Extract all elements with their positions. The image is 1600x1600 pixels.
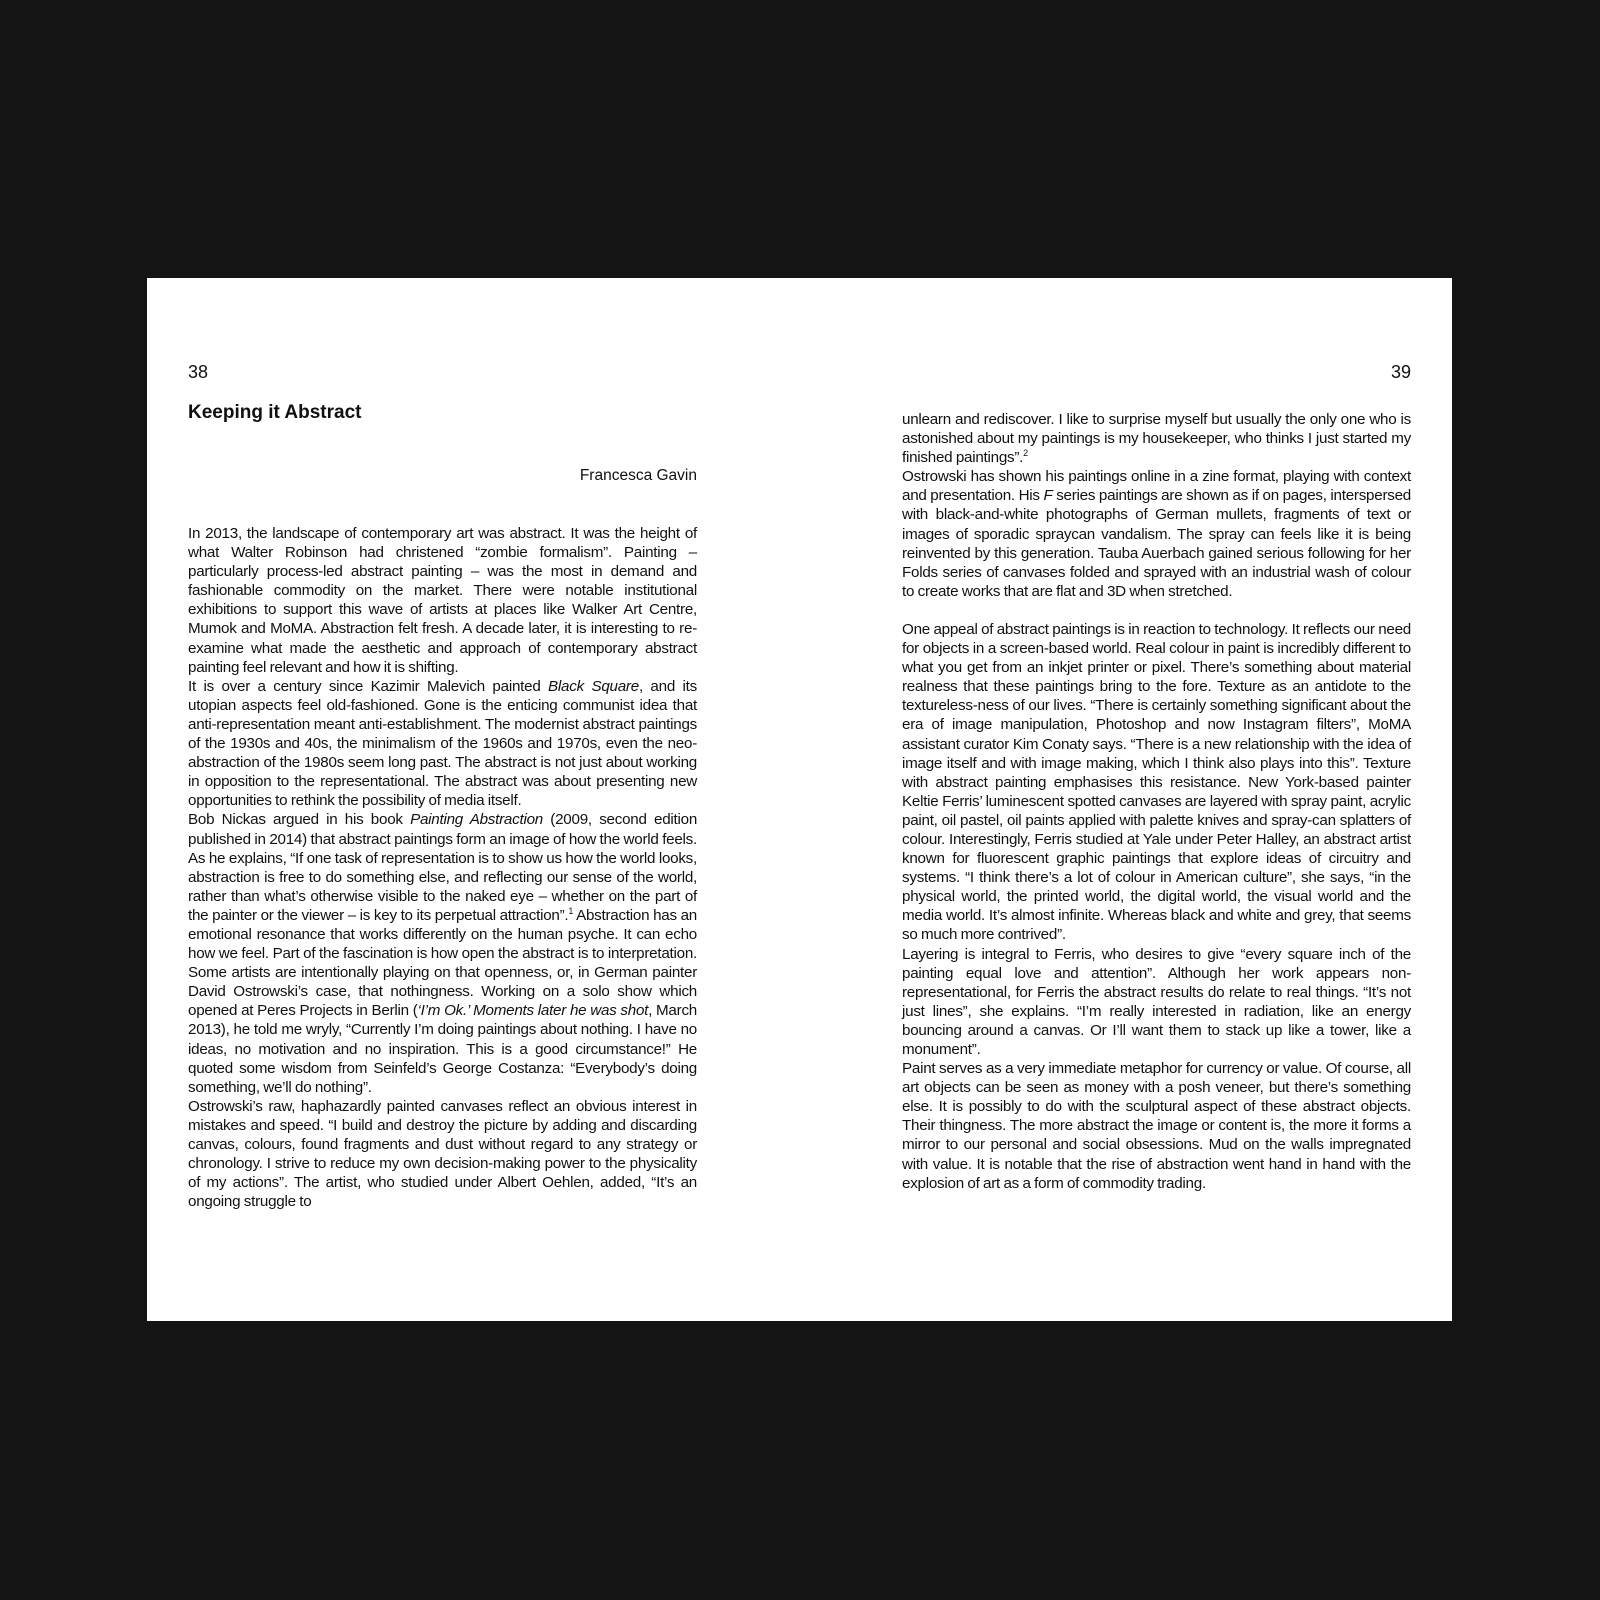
paragraph-text: One appeal of abstract paintings is in reaction to technology. It reflects our need for objects in a screen-based world. Real colour in paint is incredibly different to what you get from an inkjet printer or pixel. There’s something about material realness that these paintings bring to the fore. Texture as an antidote to the textureless-ness of our lives. “There is certainly something significant about the era of image manipulation, Photoshop and now Instagram filters”, MoMA assistant curator Kim Conaty says. “There is a new relationship with the idea of image itself and with image making, which I think also plays into this”. Texture with abstract painting emphasises this resistance. New York-based painter Keltie Ferris’ luminescent spotted canvases are layered with spray paint, acrylic paint, oil pastel, oil paints applied with palette knives and spray-can splatters of colour. Interestingly, Ferris studied at Yale under Peter Halley, an abstract artist known for fluorescent graphic paintings that explore ideas of circuitry and systems. “I think there’s a lot of colour in American culture”, she says, “in the physical world, the printed world, the digital world, the visual world and the media world. It’s almost infinite. Whereas black and white and grey, that seems so much more contrived”. [902,620,1411,944]
paragraph-text: series paintings are shown as if on pages, interspersed with black-and-white photographs of German mullets, fragments of text or images of sporadic spraycan vandalism. The spray can feels like it is being reinvented by this generation. Tauba Auerbach gained serious following for her Folds series of canvases folded and sprayed with an industrial wash of colour to create works that are flat and 3D when stretched. [902,487,1411,600]
page-number-right: 39 [1390,362,1411,382]
paragraph [902,410,1411,467]
italic-title: ‘I’m Ok.’ Moments later he was shot [417,1002,649,1020]
article-author: Francesca Gavin [579,467,697,484]
left-text-column [188,524,697,1211]
paragraph-text: , March 2013), he told me wryly, “Currently I’m doing paintings about nothing. I have no ideas, no motivation and no inspiration. This is a good circumstance!” He quoted some wisdom from Seinfeld’s George Costanza: “Everybody’s doing something, we’ll do nothing”. [188,1002,697,1096]
footnote-marker: 1 [568,905,574,916]
footnote-marker: 2 [1023,448,1028,459]
paragraph-text: Abstraction has an emotional resonance that works differently on the human psyche. It can echo how we feel. Part of the fascination is how open the abstract is to interpretation. Some artists are intentionally playing on that openness, or, in German painter David Ostrowski’s case, that nothingness. Working on a solo show which opened at Peres Projects in Berlin ( [188,906,697,1020]
paragraph [902,945,1411,1060]
paragraph-text: It is over a century since Kazimir Malevich painted [188,677,549,695]
paragraph-text: (2009, second edition published in 2014) that abstract paintings form an image of how the world feels. As he explains, “If one task of representation is to show us how the world looks, abstraction is free to do something else, and reflecting our sense of the world, rather than what’s otherwise visible to the naked eye – whether on the part of the painter or the viewer – is key to its perpetual attraction”. [188,811,698,924]
italic-title: F [1043,487,1053,505]
paragraph-text: , and its utopian aspects feel old-fashioned. Gone is the enticing communist idea that anti-representation meant anti-establishment. The modernist abstract paintings of the 1930s and 40s, the minimalism of the 1960s and 1970s, even the neo-abstraction of the 1980s seem long past. The abstract is not just about working in opposition to the representational. The abstract was about presenting new opportunities to rethink the possibility of media itself. [188,677,697,810]
page-number-left: 38 [188,362,209,382]
paragraph [188,810,697,1096]
italic-title: Black Square [548,677,639,695]
paragraph [902,467,1411,601]
paragraph-text: Ostrowski’s raw, haphazardly painted canvases reflect an obvious interest in mistakes and speed. “I build and destroy the picture by adding and discarding canvas, colours, found fragments and dust without regard to any strategy or chronology. I strive to reduce my own decision-making power to the physicality of my actions”. The artist, who studied under Albert Oehlen, added, “It’s an ongoing struggle to [188,1097,697,1211]
paragraph [902,1059,1411,1193]
paragraph-text: unlearn and rediscover. I like to surprise myself but usually the only one who is astonished about my paintings is my housekeeper, who thinks I just started my finished paintings”. [902,411,1411,467]
paragraph [902,620,1411,945]
paragraph-text: Paint serves as a very immediate metaphor for currency or value. Of course, all art objects can be seen as money with a posh veneer, but there’s something else. It is possibly to do with the sculptural aspect of these abstract objects. Their thingness. The more abstract the image or content is, the more it forms a mirror to our personal and social obsessions. Mud on the walls impregnated with value. It is notable that the rise of abstraction went hand in hand with the explosion of art as a form of commodity trading. [902,1060,1411,1192]
right-text-column [902,410,1411,1193]
book-spread [147,278,1452,1321]
paragraph-text: Bob Nickas argued in his book [188,811,411,829]
article-title: Keeping it Abstract [188,402,362,423]
paragraph [188,524,697,677]
paragraph-text: Layering is integral to Ferris, who desires to give “every square inch of the painting equal love and attention”. Although her work appears non-representational, for Ferris the abstract results do relate to real things. “It’s not just lines”, she explains. “I’m really interested in radiation, like an energy bouncing around a canvas. Or I’ll want them to stack up like a tower, like a monument”. [902,945,1411,1058]
paragraph [188,1097,697,1212]
paragraph [188,677,697,811]
italic-title: Painting Abstraction [410,811,543,829]
paragraph-text: In 2013, the landscape of contemporary art was abstract. It was the height of what Walter Robinson had christened “zombie formalism”. Painting – particularly process-led abstract painting – was the most in demand and fashionable commodity on the market. There were notable institutional exhibitions to support this wave of artists at places like Walker Art Centre, Mumok and MoMA. Abstraction felt fresh. A decade later, it is interesting to re-examine what made the aesthetic and approach of contemporary abstract painting feel relevant and how it is shifting. [188,525,697,676]
paragraph-text: Ostrowski has shown his paintings online in a zine format, playing with context and presentation. His [902,468,1411,505]
